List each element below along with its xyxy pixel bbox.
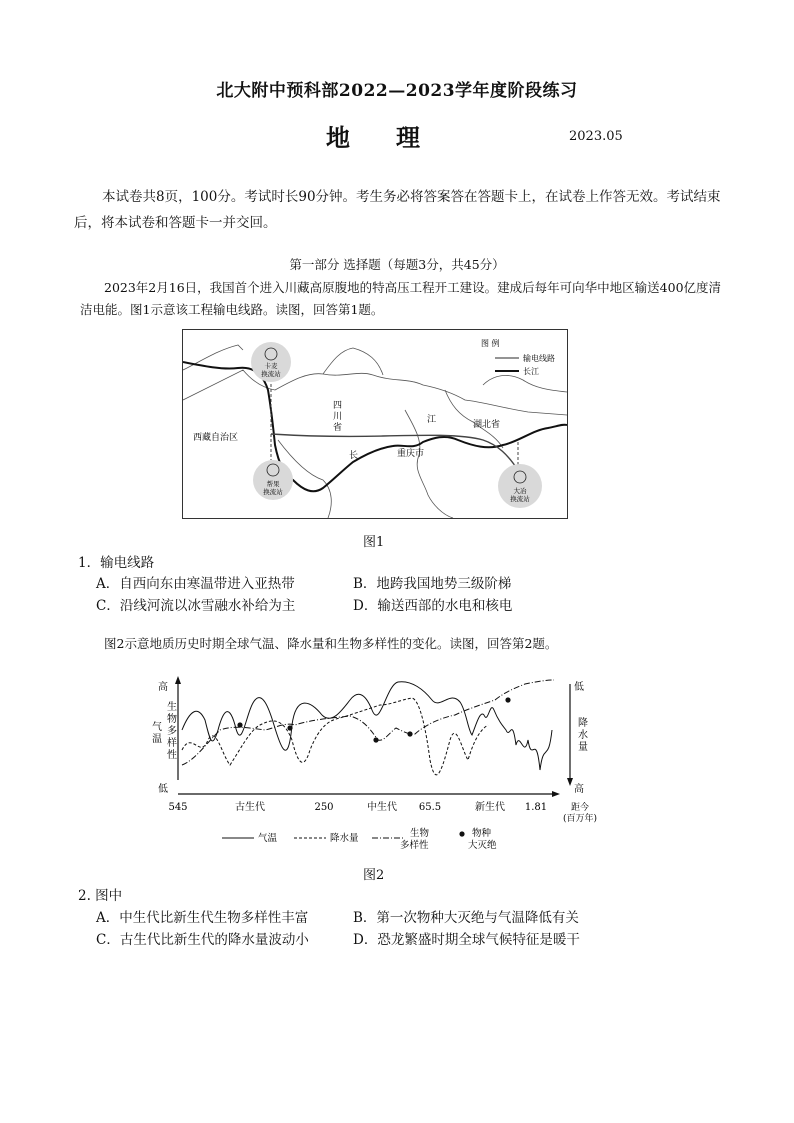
series-precipitation [182,698,488,775]
axis-unit: 距今(百万年) [562,803,598,824]
station-daye [498,464,542,508]
subject-title: 地理 [326,123,466,152]
tick-545: 545 [168,802,188,813]
tick-cenozoic: 新生代 [475,802,505,813]
station-bangguo [253,460,293,500]
tick-65-5: 65.5 [418,802,442,813]
extinction-dot [237,722,242,727]
legend-line1: 输电线路 [523,354,555,363]
question-1-option-c[interactable]: C．沿线河流以冰雪融水补给为主 [96,598,296,614]
series-biodiversity [182,680,554,765]
right-axis-precip: 降水量 [578,718,588,753]
tick-mesozoic: 中生代 [367,802,397,813]
station-daye-label: 大冶换流站 [510,487,530,503]
exam-instructions: 本试卷共8页，100分。考试时长90分钟。考生务必将答案答在答题卡上，在试卷上作答无效。考试结束后，将本试卷和答题卡一并交回。 [74,189,721,231]
legend-biodiversity: 生物多样性 [400,828,430,851]
left-axis-temp: 气温 [152,722,162,745]
left-axis-bio: 生物多样性 [167,702,177,761]
station-kamai [251,342,291,382]
label-chang: 长 [349,451,359,461]
label-xizang: 西藏自治区 [193,433,239,443]
figure-1-map [182,329,568,519]
question-1-text: 1．输电线路 [78,555,155,571]
left-axis-low: 低 [158,784,168,795]
station-bangguo-label: 帮果换流站 [263,480,283,496]
province-boundary [323,348,383,375]
question-2-stem: 图2示意地质历史时期全球气温、降水量和生物多样性的变化。读图，回答第2题。 [104,636,558,651]
legend-temperature: 气温 [258,833,278,844]
province-boundary [483,375,567,392]
extinction-dot [373,737,378,742]
province-boundary [183,370,567,415]
question-2-option-a[interactable]: A．中生代比新生代生物多样性丰富 [96,910,309,926]
extinction-dot [505,697,510,702]
exam-date: 2023.05 [569,129,623,144]
label-sichuan: 四川省 [333,401,343,433]
province-boundary [405,410,453,518]
tick-1-81: 1.81 [524,802,548,813]
left-axis-high: 高 [158,682,168,693]
legend-line2: 长江 [523,367,539,376]
tick-paleozoic: 古生代 [235,802,265,813]
question-1-option-a[interactable]: A．自西向东由寒温带进入亚热带 [96,576,295,592]
question-1-option-b[interactable]: B．地跨我国地势三级阶梯 [353,576,512,592]
question-1-option-d[interactable]: D．输送西部的水电和核电 [353,598,513,614]
legend-precipitation: 降水量 [330,833,359,844]
extinction-dot [407,731,412,736]
question-2-option-b[interactable]: B．第一次物种大灭绝与气温降低有关 [353,910,579,926]
figure-2-caption: 图2 [363,868,385,883]
chart-drawing [150,670,620,860]
label-hubei: 湖北省 [473,420,501,430]
label-jiang: 江 [427,415,437,425]
question-1-stem: 2023年2月16日，我国首个进入川藏高原腹地的特高压工程开工建设。建成后每年可向华中地区输送400亿度清洁电能。图1示意该工程输电线路。读图，回答第1题。 [80,280,722,317]
station-kamai-label: 卡麦换流站 [261,362,281,378]
legend-title: 图 例 [481,339,500,348]
transmission-line [271,434,518,470]
question-2-option-d[interactable]: D．恐龙繁盛时期全球气候特征是暖干 [353,932,580,948]
question-2-option-c[interactable]: C．古生代比新生代的降水量波动小 [96,932,309,948]
right-axis-low: 低 [574,682,584,693]
section-title: 第一部分 选择题（每题3分，共45分） [289,257,505,272]
map-drawing [183,330,567,518]
label-chongqing: 重庆市 [397,449,425,459]
figure-2-chart [150,670,620,860]
question-2-text: 2. 图中 [78,888,123,904]
tick-250: 250 [314,802,334,813]
province-boundary [183,345,243,370]
figure-1-caption: 图1 [363,535,385,550]
legend-extinction: 物种大灭绝 [468,828,497,851]
right-axis-high: 高 [574,784,584,795]
extinction-dot [287,725,292,730]
exam-title: 北大附中预科部2022—2023学年度阶段练习 [216,81,578,101]
